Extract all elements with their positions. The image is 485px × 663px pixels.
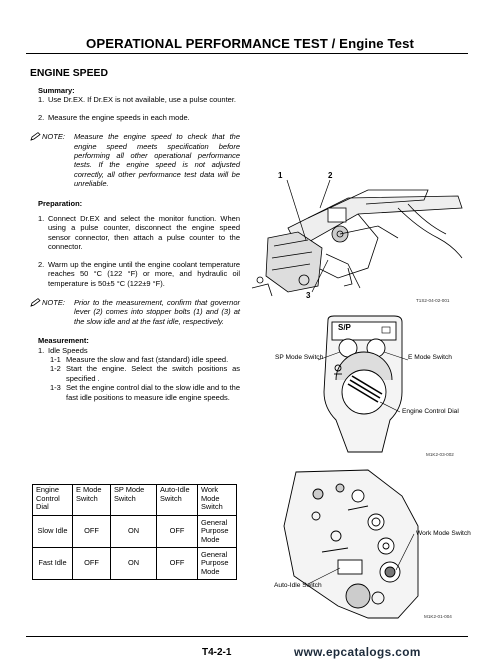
table-cell: OFF bbox=[73, 548, 111, 580]
header-rule bbox=[26, 53, 468, 54]
measurement-subitem bbox=[30, 364, 240, 383]
note-block bbox=[30, 132, 240, 188]
callout-2: 2 bbox=[328, 171, 333, 180]
table-cell: OFF bbox=[157, 548, 198, 580]
table-row bbox=[33, 548, 237, 580]
measurement-heading: Measurement: bbox=[38, 336, 89, 346]
measurement-subitem bbox=[30, 355, 240, 364]
preparation-heading: Preparation: bbox=[38, 198, 83, 208]
callout-3: 3 bbox=[306, 291, 311, 300]
governor-lever-figure bbox=[248, 168, 468, 306]
preparation-item bbox=[30, 260, 240, 288]
auto-idle-switch-label: Auto-Idle Switch bbox=[274, 582, 322, 589]
measurement-item-text: Idle Speeds bbox=[48, 345, 88, 355]
subitem-text: Set the engine control dial to the slow idle and to the fast idle positions to measure idle engine speeds. bbox=[66, 383, 240, 402]
engine-control-dial-label: Engine Control Dial bbox=[402, 408, 459, 415]
callout-1: 1 bbox=[278, 171, 283, 180]
sp-button-label: S/P bbox=[338, 323, 351, 332]
left-column bbox=[30, 86, 240, 402]
summary-item-num: 2. bbox=[38, 112, 45, 122]
switch-panel-figure bbox=[248, 466, 471, 626]
pencil-icon bbox=[30, 132, 42, 188]
summary-item-text: Measure the engine speeds in each mode. bbox=[48, 112, 190, 122]
e-mode-switch-label: E Mode Switch bbox=[408, 354, 452, 361]
table-header-cell: Work Mode Switch bbox=[198, 485, 237, 516]
table-cell: OFF bbox=[157, 516, 198, 548]
preparation-item-num: 2. bbox=[38, 259, 45, 269]
table-cell: ON bbox=[111, 516, 157, 548]
table-row bbox=[33, 516, 237, 548]
table-cell: General Purpose Mode bbox=[198, 516, 237, 548]
summary-item bbox=[30, 113, 240, 122]
table-header-row bbox=[33, 485, 237, 516]
table-cell: Fast Idle bbox=[33, 548, 73, 580]
note-text: Measure the engine speed to check that the engine speed meets specification before performing all other operational performance tests. If the engine speed is not adjusted correctly, all other performance test data will be unreliable. bbox=[74, 132, 240, 189]
subitem-num: 1-3 bbox=[50, 383, 61, 393]
subitem-text: Measure the slow and fast (standard) idle speed. bbox=[66, 354, 229, 364]
table-header-cell: Auto-Idle Switch bbox=[157, 485, 198, 516]
page-header-title: OPERATIONAL PERFORMANCE TEST / Engine Test bbox=[86, 36, 415, 51]
note-label: NOTE: bbox=[42, 132, 65, 142]
table-header-cell: SP Mode Switch bbox=[111, 485, 157, 516]
pencil-icon bbox=[30, 298, 42, 326]
note-label: NOTE: bbox=[42, 297, 65, 307]
summary-item-num: 1. bbox=[38, 95, 45, 105]
footer-rule bbox=[26, 636, 468, 637]
summary-item bbox=[30, 95, 240, 104]
figure-code: T1S2-04-02-001 bbox=[416, 298, 450, 303]
preparation-item-num: 1. bbox=[38, 214, 45, 224]
control-panel-figure bbox=[248, 312, 468, 462]
sp-mode-switch-label: SP Mode Switch bbox=[275, 354, 324, 361]
subitem-num: 1-2 bbox=[50, 364, 61, 374]
subitem-num: 1-1 bbox=[50, 354, 61, 364]
preparation-item bbox=[30, 214, 240, 252]
figure-code: M1K2-03-002 bbox=[426, 452, 454, 457]
note-text: Prior to the measurement, confirm that governor lever (2) comes into stopper bolts (1) and (3) at the slow idle and at the fast idle, respectively. bbox=[74, 297, 240, 326]
table-cell: Slow Idle bbox=[33, 516, 73, 548]
preparation-item-text: Connect Dr.EX and select the monitor function. When using a pulse counter, disconnect the engine speed sensor connector, then attach a pulse counter to the connector. bbox=[48, 214, 240, 252]
table-header-cell: E Mode Switch bbox=[73, 485, 111, 516]
watermark: www.epcatalogs.com bbox=[294, 645, 421, 659]
figure-code: M1K2-01-004 bbox=[424, 614, 452, 619]
measurement-item-num: 1. bbox=[38, 345, 45, 355]
switch-position-table bbox=[32, 484, 237, 580]
table-cell: ON bbox=[111, 548, 157, 580]
summary-item-text: Use Dr.EX. If Dr.EX is not available, use a pulse counter. bbox=[48, 95, 237, 105]
page-number: T4-2-1 bbox=[202, 647, 232, 658]
measurement-item bbox=[30, 346, 240, 355]
measurement-subitem bbox=[30, 383, 240, 402]
work-mode-switch-label: Work Mode Switch bbox=[416, 530, 471, 537]
table-cell: OFF bbox=[73, 516, 111, 548]
section-title: ENGINE SPEED bbox=[30, 68, 108, 79]
note-block bbox=[30, 298, 240, 326]
subitem-text: Start the engine. Select the switch positions as specified . bbox=[66, 364, 240, 383]
table-header-cell: Engine Control Dial bbox=[33, 485, 73, 516]
table-cell: General Purpose Mode bbox=[198, 548, 237, 580]
preparation-item-text: Warm up the engine until the engine coolant temperature reaches 50 °C (122 °F) or more, and hydraulic oil temperature is 50±5 °C (122±9 °F). bbox=[48, 259, 240, 288]
summary-heading: Summary: bbox=[38, 86, 75, 95]
